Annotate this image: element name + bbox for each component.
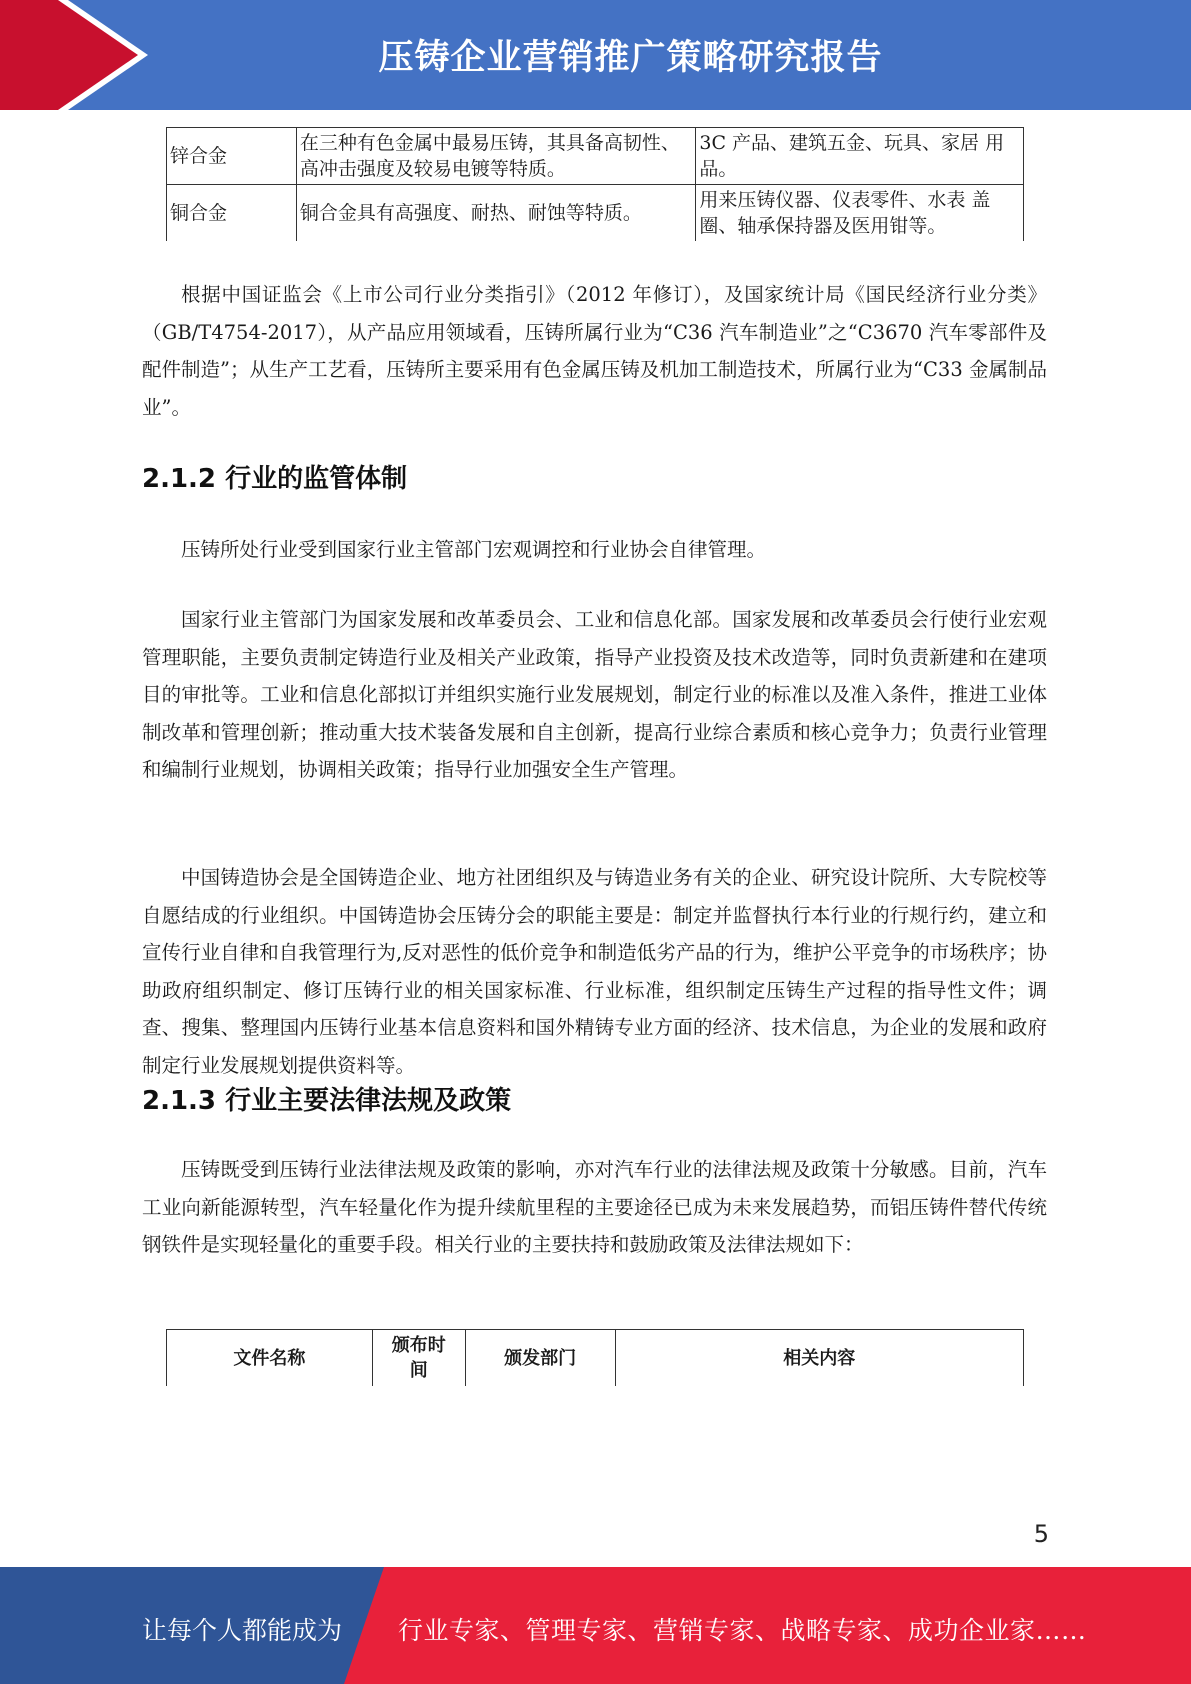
policy-table (166, 1329, 1024, 1386)
table-row (167, 185, 1024, 242)
table-header-row (167, 1330, 1024, 1387)
report-title: 压铸企业营销推广策略研究报告 (378, 38, 883, 78)
column-header: 颁布时间 (372, 1330, 465, 1387)
footer-slogan: 让每个人都能成为 (142, 1616, 343, 1645)
alloy-features: 铜合金具有高强度、耐热、耐蚀等特质。 (296, 185, 696, 242)
column-header: 颁发部门 (465, 1330, 615, 1387)
column-header: 文件名称 (167, 1330, 373, 1387)
alloy-features: 在三种有色金属中最易压铸，其具备高韧性、高冲击强度及较易电镀等特质。 (296, 128, 696, 185)
paragraph-industry-classification: 根据中国证监会《上市公司行业分类指引》（2012 年修订），及国家统计局《国民经济行业分类》（GB/T4754-2017），从产品应用领域看，压铸所属行业为“C36 汽车制造业”之“C3670 汽车零部件及配件制造”；从生产工艺看，压铸所主要采用有色金属压铸及机加工制造技术，所属行业为“C33 金属制品业”。 (142, 283, 1047, 419)
alloy-uses: 用来压铸仪器、仪表零件、水表 盖圈、轴承保持器及医用钳等。 (696, 185, 1024, 242)
footer-roles: 行业专家、管理专家、营销专家、战略专家、成功企业家…… (398, 1616, 1087, 1645)
alloy-name: 铜合金 (167, 185, 297, 242)
paragraph-regulation-intro: 压铸所处行业受到国家行业主管部门宏观调控和行业协会自律管理。 (181, 538, 767, 561)
alloy-table (166, 127, 1024, 241)
paragraph-policies-intro: 压铸既受到压铸行业法律法规及政策的影响，亦对汽车行业的法律法规及政策十分敏感。目前，汽车工业向新能源转型，汽车轻量化作为提升续航里程的主要途径已成为未来发展趋势，而铝压铸件替代传统钢铁件是实现轻量化的重要手段。相关行业的主要扶持和鼓励政策及法律法规如下： (142, 1158, 1047, 1256)
table-row (167, 128, 1024, 185)
alloy-name: 锌合金 (167, 128, 297, 185)
page-number: 5 (1033, 1520, 1049, 1548)
section-heading-laws: 2.1.3 行业主要法律法规及政策 (142, 1086, 512, 1116)
section-heading-regulation: 2.1.2 行业的监管体制 (142, 464, 408, 494)
paragraph-association: 中国铸造协会是全国铸造企业、地方社团组织及与铸造业务有关的企业、研究设计院所、大专院校等自愿结成的行业组织。中国铸造协会压铸分会的职能主要是：制定并监督执行本行业的行规行约，建立和宣传行业自律和自我管理行为,反对恶性的低价竞争和制造低劣产品的行为，维护公平竞争的市场秩序；协助政府组织制定、修订压铸行业的相关国家标准、行业标准，组织制定压铸生产过程的指导性文件；调查、搜集、整理国内压铸行业基本信息资料和国外精铸专业方面的经济、技术信息，为企业的发展和政府制定行业发展规划提供资料等。 (142, 866, 1047, 1077)
column-header: 相关内容 (615, 1330, 1023, 1387)
alloy-uses: 3C 产品、建筑五金、玩具、家居 用品。 (696, 128, 1024, 185)
paragraph-authorities: 国家行业主管部门为国家发展和改革委员会、工业和信息化部。国家发展和改革委员会行使行业宏观管理职能，主要负责制定铸造行业及相关产业政策，指导产业投资及技术改造等，同时负责新建和在建项目的审批等。工业和信息化部拟订并组织实施行业发展规划，制定行业的标准以及准入条件，推进工业体制改革和管理创新；推动重大技术装备发展和自主创新，提高行业综合素质和核心竞争力；负责行业管理和编制行业规划，协调相关政策；指导行业加强安全生产管理。 (142, 608, 1047, 781)
